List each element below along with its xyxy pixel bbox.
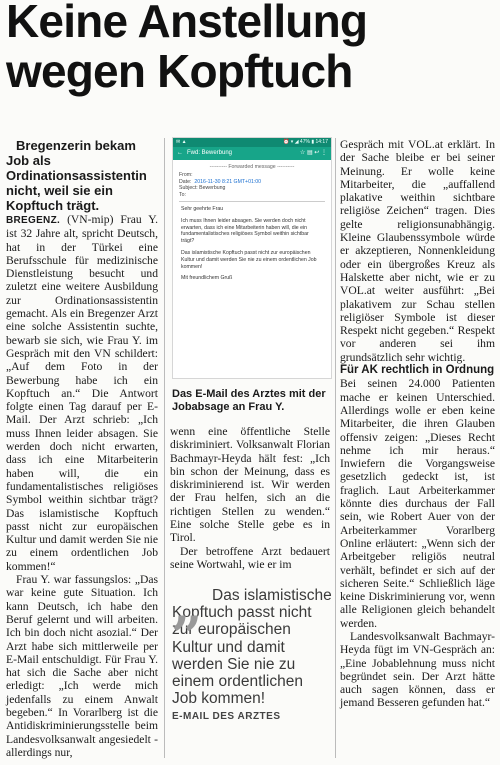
article-paragraph: Frau Y. war fassungslos: „Das war keine gute Situation. Ich kann Deutsch, ich habe den Beruf gelernt und will arbeiten. Ich bin doch nicht asozial.“ Der Arzt habe sich mittlerweile per E-Mail entschuldigt. Für Frau Y. hat sich die Sache aber nicht erledigt: „Ich werde mich jedenfalls zu einem Anwalt begeben.“ In Vorarlberg ist die Antidiskriminierungsstelle beim Landesvolksanwalt angesiedelt - allerdings nur, [6, 573, 158, 759]
phone-status-bar [173, 138, 331, 147]
dateline: BREGENZ. [6, 215, 61, 226]
section-heading: Für AK rechtlich in Ordnung [340, 364, 495, 377]
header-separator [179, 201, 325, 202]
lead-text: (VN-mip) Frau Y. ist 32 Jahre alt, spricht Deutsch, hat in der Türkei eine Berufsschule für medizinische Dienstleistung besucht und zuletzt eine weitere Ausbildung zur Ordinationsassistentin gemacht. Als ein Bregenzer Arzt eine solche Assistentin suchte, bewarb sie sich, wie Frau Y. im Gespräch mit den VN schildert: „Auf dem Foto in der Bewerbung habe ich ein Kopftuch an.“ Die Antwort folgte einen Tag darauf per E-Mail. Der Arzt schrieb: „Ich muss Ihnen leider absagen. Sie werden doch nicht erwarten, dass ich eine Mitarbeiterin haben will, die ein fundamentalistisches religiöses Symbol weithin sichtbar trägt? Das islamistische Kopftuch passt nicht zur europäischen Kultur und damit werden Sie nie zu einem ordentlichen Job kommen!“ [6, 213, 158, 573]
article-column-1 [6, 138, 158, 759]
email-screenshot [172, 137, 332, 379]
subheadline: Bregenzerin bekam Job als Ordinationsassistentin nicht, weil sie ein Kopftuch trägt. [6, 138, 147, 213]
email-headers [173, 172, 331, 199]
article-paragraph: wenn eine öffentliche Stelle diskriminiert. Volksanwalt Florian Bachmayr-Heyda hält fest: „Ich bin schon der Meinung, dass es diskriminierend ist. Wir werden der Frau helfen, sich an die richtigen Stellen zu wenden.“ Eine solche Stelle gebe es in Tirol. [170, 425, 330, 545]
column-divider [164, 138, 165, 758]
from-label: From: [179, 171, 193, 178]
pull-quote-source: E-MAIL DES ARZTES [172, 711, 281, 723]
email-paragraph-2: Das islamistische Kopftuch passt nicht zur europäischen Kultur und damit werden Sie nie zu einem ordentlichen Job kommen! [181, 249, 317, 270]
date-value: 2016-11-30 8:21 GMT+01:00 [194, 178, 262, 185]
forwarded-marker: ---------- Forwarded message ---------- [209, 164, 295, 170]
quote-mark-icon: „ [172, 573, 204, 637]
status-icons-right: ⏰ ▾ ◢ 47% ▮ 14:17 [283, 139, 328, 145]
pull-quote-text: Das islamistische Kopftuch passt nicht zur europäischen Kultur und damit werden Sie nie zu einem ordentlichen Job kommen! [172, 587, 332, 708]
lead-paragraph [6, 213, 158, 573]
headline: Keine Anstellung wegen Kopftuch [6, 0, 368, 97]
to-label: To: [179, 192, 186, 199]
subject-line: Subject: Bewerbung [179, 185, 226, 192]
email-paragraph-1: Ich muss Ihnen leider absagen. Sie werden doch nicht erwarten, dass ich eine Mitarbeiterin haben will, die ein fundamentalistisches religiöses Symbol weithin sichtbar trägt? [181, 217, 309, 245]
column-divider [335, 138, 336, 758]
status-icons-left: ✉ ▲ [176, 139, 187, 145]
date-label: Date: [179, 178, 192, 185]
email-subject-title: Fwd: Bewerbung [187, 150, 233, 156]
image-caption: Das E-Mail des Arztes mit der Jobabsage an Frau Y. [172, 388, 326, 413]
article-column-2 [170, 425, 330, 571]
email-toolbar [173, 147, 331, 160]
back-arrow-icon[interactable]: ← [177, 150, 183, 156]
email-action-icons[interactable]: ☆ ▤ ↩ ⋮ [299, 150, 327, 156]
pull-quote [172, 573, 332, 723]
email-greeting: Sehr geehrte Frau [181, 205, 224, 212]
article-paragraph: Bei seinen 24.000 Patienten mache er keinen Unterschied. Allerdings wolle er eben keine Mitarbeiter, die ihren Glauben offensiv zeigen: „Dieses Recht nehme ich mir heraus.“ Inwiefern die Vorgangsweise gesetzlich gedeckt ist, ist fraglich. Laut Arbeiterkammer könnte dies durchaus der Fall sein, wie Robert Auer von der Arbeiterkammer Vorarlberg Online erläutert: „Wenn sich der Arbeitgeber religiös neutral verhält, befindet er sich auf der sicheren Seite.“ Schließlich läge keine Diskriminierung vor, wenn alle Religionen gleich behandelt werden. [340, 377, 495, 630]
article-paragraph: Gespräch mit VOL.at erklärt. In der Sache bleibe er bei seiner Meinung. Er wolle keine Mitarbeiter, die „auffallend plakative weithin sichtbare religiöse Zeichen“ tragen. Dies gelte religionsunabhängig. Kleine Glaubenssymbole würde er akzeptieren, Nonnenkleidung oder ein übergroßes Kreuz als Halskette aber nicht, wie er zu VOL.at weiter ausführt: „Bei plakativem zur Schau stellen religiöser Symbole ist dieser Respekt nicht gegeben.“ Respekt vor anderen sei ihm grundsätzlich sehr wichtig. [340, 138, 495, 364]
article-paragraph: Der betroffene Arzt bedauert seine Wortwahl, wie er im [170, 544, 330, 571]
article-paragraph: Landesvolksanwalt Bachmayr-Heyda fügt im VN-Gespräch an: „Eine Jobablehnung muss nicht begründet sein. Der Arzt hätte auch sagen können, dass er jemand Besseren gefunden hat.“ [340, 629, 495, 710]
email-body [173, 204, 331, 289]
email-closing: Mit freundlichem Gruß [181, 275, 233, 282]
article-column-3 [340, 138, 495, 710]
